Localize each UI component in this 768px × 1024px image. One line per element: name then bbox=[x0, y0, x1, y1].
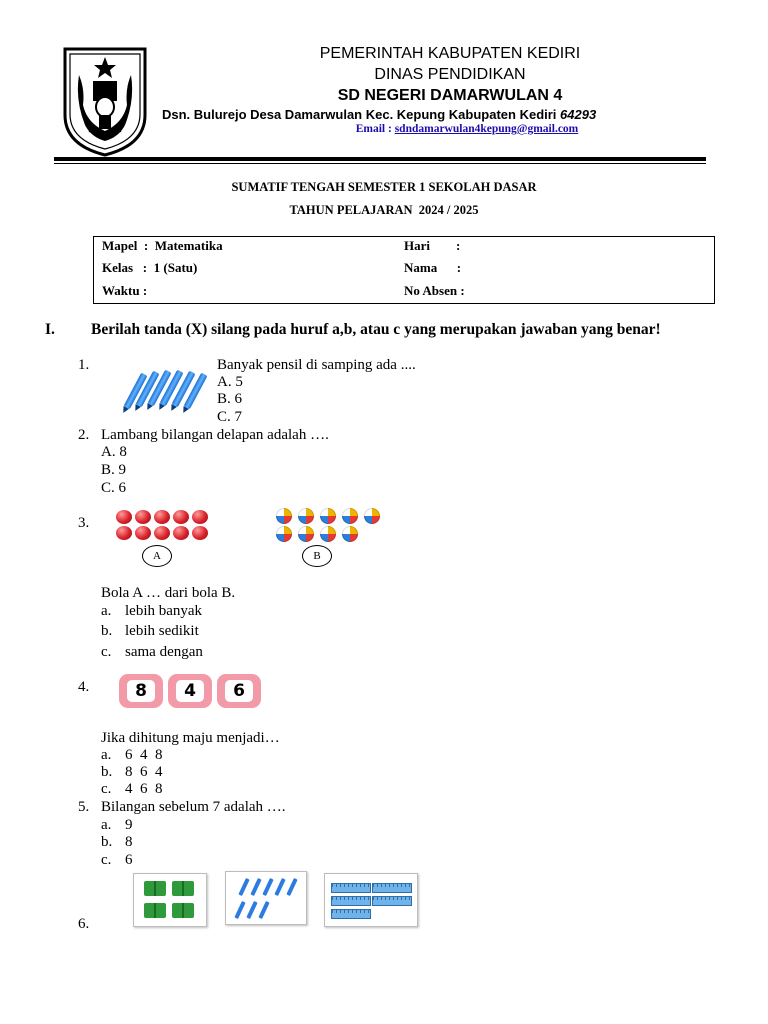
q5-option-c-letter: c. bbox=[101, 852, 112, 868]
q5-option-b-letter: b. bbox=[101, 834, 113, 850]
letterhead-government: PEMERINTAH KABUPATEN KEDIRI bbox=[319, 45, 581, 62]
q4-number: 4. bbox=[78, 679, 90, 695]
q2-number: 2. bbox=[78, 427, 90, 443]
q1-option-b[interactable]: B. 6 bbox=[217, 391, 243, 407]
info-hari: Hari : bbox=[404, 238, 461, 253]
q4-option-a-letter: a. bbox=[101, 747, 112, 763]
q4-option-c[interactable]: 4 6 8 bbox=[125, 781, 163, 797]
q3-option-b-letter: b. bbox=[101, 623, 113, 639]
q4-card-1-digit: 8 bbox=[127, 680, 155, 702]
q4-number-card-2 bbox=[168, 674, 212, 708]
section-instruction: Berilah tanda (X) silang pada huruf a,b, atau c yang merupakan jawaban yang benar! bbox=[91, 321, 661, 338]
letterhead-address bbox=[162, 107, 596, 122]
q6-number: 6. bbox=[78, 916, 90, 932]
letterhead-rule-thin bbox=[54, 163, 706, 164]
letterhead-email bbox=[162, 123, 768, 135]
section-numeral: I. bbox=[45, 321, 55, 338]
q5-option-c[interactable]: 6 bbox=[125, 852, 133, 868]
q5-option-a-letter: a. bbox=[101, 817, 112, 833]
q4-card-3-digit: 6 bbox=[225, 680, 253, 702]
email-label: Email : bbox=[355, 123, 392, 135]
q3-option-a-letter: a. bbox=[101, 603, 112, 619]
q3-beach-balls-group-b bbox=[274, 506, 386, 544]
q3-label-b: B bbox=[302, 545, 332, 567]
q6-pencils-image bbox=[225, 871, 307, 925]
q2-text: Lambang bilangan delapan adalah …. bbox=[101, 427, 329, 443]
q6-rulers-image bbox=[324, 873, 418, 927]
q4-number-card-3 bbox=[217, 674, 261, 708]
q4-option-b[interactable]: 8 6 4 bbox=[125, 764, 163, 780]
q1-option-c[interactable]: C. 7 bbox=[217, 409, 243, 425]
info-kelas: Kelas : 1 (Satu) bbox=[102, 260, 198, 275]
q6-books-image bbox=[133, 873, 207, 927]
exam-year: TAHUN PELAJARAN 2024 / 2025 bbox=[289, 203, 479, 217]
regency-emblem-logo bbox=[61, 45, 149, 157]
letterhead-department: DINAS PENDIDIKAN bbox=[374, 66, 526, 83]
q3-red-balls-group-a bbox=[114, 508, 214, 542]
q3-option-c[interactable]: sama dengan bbox=[125, 644, 203, 660]
postal-code: 64293 bbox=[560, 107, 597, 122]
q1-text: Banyak pensil di samping ada .... bbox=[217, 357, 416, 373]
q4-number-card-1 bbox=[119, 674, 163, 708]
exam-title: SUMATIF TENGAH SEMESTER 1 SEKOLAH DASAR bbox=[231, 180, 537, 194]
q3-label-a: A bbox=[142, 545, 172, 567]
q1-pencils-image bbox=[122, 368, 204, 416]
q4-option-a[interactable]: 6 4 8 bbox=[125, 747, 163, 763]
q3-option-b[interactable]: lebih sedikit bbox=[125, 623, 199, 639]
info-mapel: Mapel : Matematika bbox=[102, 238, 223, 253]
q2-option-b[interactable]: B. 9 bbox=[101, 462, 127, 478]
q4-option-c-letter: c. bbox=[101, 781, 112, 797]
q4-option-b-letter: b. bbox=[101, 764, 113, 780]
info-waktu: Waktu : bbox=[102, 283, 148, 298]
q1-number: 1. bbox=[78, 357, 90, 373]
address-text: Dsn. Bulurejo Desa Damarwulan Kec. Kepung Kabupaten Kediri bbox=[162, 107, 557, 122]
q5-number: 5. bbox=[78, 799, 90, 815]
q3-option-c-letter: c. bbox=[101, 644, 112, 660]
q1-option-a[interactable]: A. 5 bbox=[217, 374, 243, 390]
q2-option-a[interactable]: A. 8 bbox=[101, 444, 127, 460]
q3-option-a[interactable]: lebih banyak bbox=[125, 603, 203, 619]
q3-text: Bola A … dari bola B. bbox=[101, 585, 236, 601]
email-link[interactable]: sdndamarwulan4kepung@gmail.com bbox=[394, 123, 579, 135]
q4-card-2-digit: 4 bbox=[176, 680, 204, 702]
info-no-absen: No Absen : bbox=[404, 283, 465, 298]
letterhead-school-name: SD NEGERI DAMARWULAN 4 bbox=[337, 87, 563, 104]
q4-text: Jika dihitung maju menjadi… bbox=[101, 730, 280, 746]
letterhead-rule-thick bbox=[54, 157, 706, 161]
q5-text: Bilangan sebelum 7 adalah …. bbox=[101, 799, 286, 815]
q2-option-c[interactable]: C. 6 bbox=[101, 480, 127, 496]
q5-option-b[interactable]: 8 bbox=[125, 834, 133, 850]
q5-option-a[interactable]: 9 bbox=[125, 817, 133, 833]
info-nama: Nama : bbox=[404, 260, 462, 275]
q3-number: 3. bbox=[78, 515, 90, 531]
